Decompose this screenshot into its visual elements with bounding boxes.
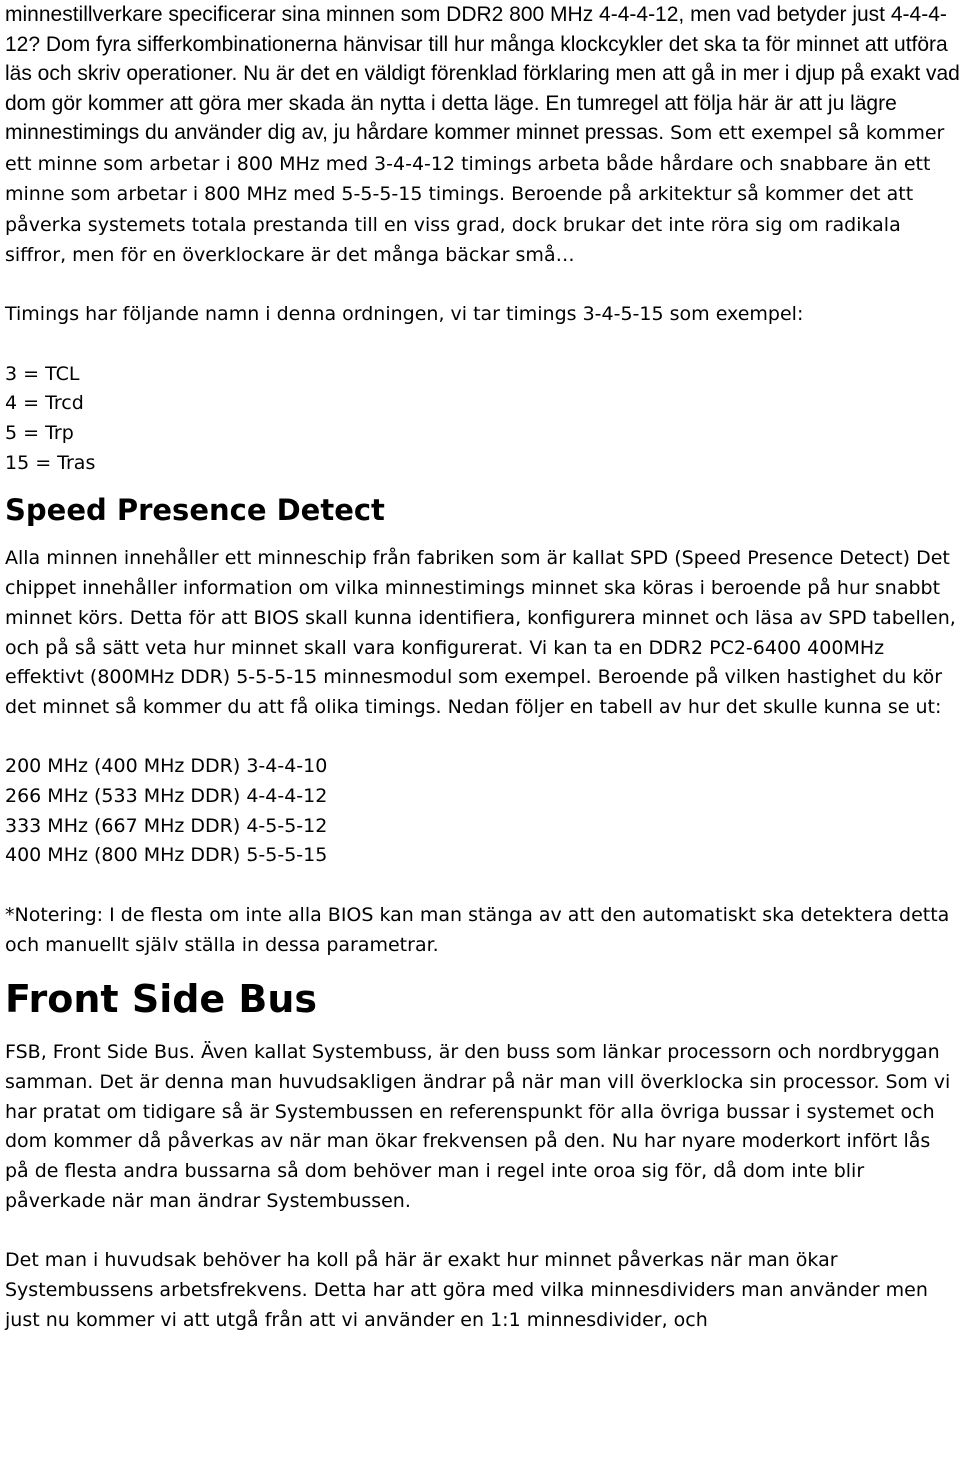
fsb-heading: Front Side Bus: [5, 977, 318, 1022]
spd-table-row: 400 MHz (800 MHz DDR) 5-5-5-15: [5, 844, 328, 867]
timing-item: 5 = Trp: [5, 421, 74, 444]
fsb-paragraph: FSB, Front Side Bus. Även kallat Systembuss, är den buss som länkar processorn och nordbryggan samman. Det är denna man huvudsakligen ändrar på när man vill överklocka sin processor. Som vi har pratat om tidigare så är Systembussen en referenspunkt för alla övriga bussar i systemet och dom kommer då påverkas av när man ökar frekvensen på den. Nu har nyare moderkort infört lås på de flesta andra bussarna så dom behöver man i regel inte oroa sig för, då dom inte blir påverkade när man ändrar Systembussen.: [5, 1041, 951, 1212]
spd-table-row: 200 MHz (400 MHz DDR) 3-4-4-10: [5, 755, 328, 778]
timing-item: 3 = TCL: [5, 362, 80, 385]
document-page: [5, 0, 960, 1335]
spd-table-row: 333 MHz (667 MHz DDR) 4-5-5-12: [5, 814, 328, 837]
spacer: [5, 330, 960, 360]
intro-paragraph: [5, 0, 960, 271]
spacer: [5, 723, 960, 753]
intro-text-continued: Som ett exempel så kommer ett minne som arbetar i 800 MHz med 3-4-4-12 timings arbeta både hårdare och snabbare än ett minne som arbetar i 800 MHz med 5-5-5-15 timings. Beroende på arkitektur så kommer det att påverka systemets totala prestanda till en viss grad, dock brukar det inte röra sig om radikala siffror, men för en överklockare är det många bäckar små…: [5, 122, 945, 266]
timings-list: [5, 360, 960, 479]
spd-heading: Speed Presence Detect: [5, 493, 385, 528]
intro-text: minnestillverkare specificerar sina minnen som DDR2 800 MHz 4-4-4-12, men vad betyder just 4-4-4-12? Dom fyra sifferkombinationerna hänvisar till hur många klockcykler det ska ta för minnet att utföra läs och skriv operationer. Nu är det en väldigt förenklad förklaring men att gå in mer i djup på exakt vad dom gör kommer att göra mer skada än nytta i detta läge. En tumregel att följa här är att ju lägre minnestimings du använder dig av, ju hårdare kommer minnet pressas.: [5, 3, 960, 144]
spacer: [5, 871, 960, 901]
timings-intro: Timings har följande namn i denna ordningen, vi tar timings 3-4-5-15 som exempel:: [5, 303, 804, 326]
spacer: [5, 271, 960, 301]
spd-paragraph: Alla minnen innehåller ett minneschip från fabriken som är kallat SPD (Speed Presence Detect) Det chippet innehåller information om vilka minnestimings minnet ska köras i beroende på hur snabbt minnet körs. Detta för att BIOS skall kunna identifiera, konfigurera minnet och läsa av SPD tabellen, och på så sätt veta hur minnet skall vara konfigurerat. Vi kan ta en DDR2 PC2-6400 400MHz effektivt (800MHz DDR) 5-5-5-15 minnesmodul som exempel. Beroende på vilken hastighet du kör det minnet så kommer du att få olika timings. Nedan följer en tabell av hur det skulle kunna se ut:: [5, 547, 956, 718]
timing-item: 15 = Tras: [5, 451, 96, 474]
spd-table-row: 266 MHz (533 MHz DDR) 4-4-4-12: [5, 785, 328, 807]
spd-timing-table: [5, 752, 960, 871]
spacer: [5, 1216, 960, 1246]
fsb-paragraph-2: Det man i huvudsak behöver ha koll på här är exakt hur minnet påverkas när man ökar Systembussens arbetsfrekvens. Detta har att göra med vilka minnesdividers man använder men just nu kommer vi att utgå från att vi använder en 1:1 minnesdivider, och: [5, 1249, 928, 1331]
spd-note: *Notering: I de flesta om inte alla BIOS kan man stänga av att den automatiskt ska detektera detta och manuellt själv ställa in dessa parametrar.: [5, 903, 950, 956]
timing-item: 4 = Trcd: [5, 392, 84, 415]
